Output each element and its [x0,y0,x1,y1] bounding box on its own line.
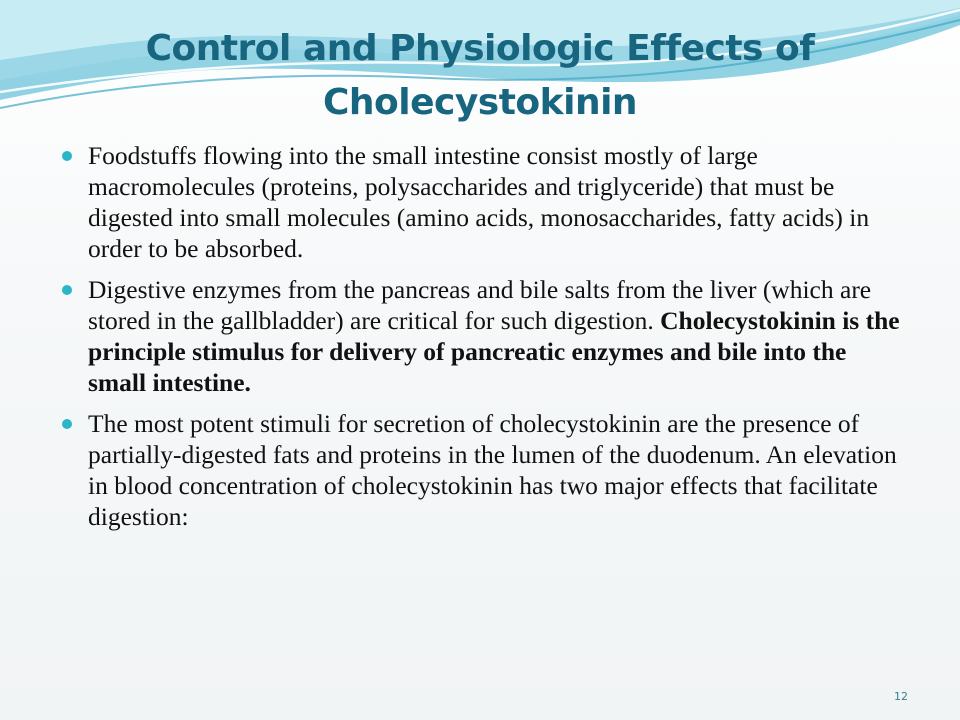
bullet-plain-text: Foodstuffs flowing into the small intestine consist mostly of large macromolecules (proteins, polysaccharides and triglyceride) that must be digested into small molecules (amino acids, monosaccharides, fatty acids) in order to be absorbed. [88,141,870,263]
bullet-dot-icon [62,419,72,429]
bullet-text [88,409,897,531]
bullet-item [60,408,910,532]
bullet-dot-icon [62,151,72,161]
page-number: 12 [894,690,908,703]
bullet-bold-text: Cholecystokinin is the principle stimulus for delivery of pancreatic enzymes and bile into the small intestine. [88,306,900,397]
bullet-item [60,274,910,398]
slide-title: Control and Physiologic Effects of Cholecystokinin [145,28,815,123]
bullet-text [88,141,869,263]
bullet-text [88,275,900,397]
bullet-list [60,140,910,542]
bullet-plain-text: Digestive enzymes from the pancreas and bile salts from the liver (which are stored in the gallbladder) are critical for such digestion. [88,275,872,335]
bullet-item [60,140,910,264]
bullet-dot-icon [62,285,72,295]
bullet-plain-text: The most potent stimuli for secretion of cholecystokinin are the presence of partially-digested fats and proteins in the lumen of the duodenum. An elevation in blood concentration of cholecystokinin has two major effects that facilitate digestion: [88,409,897,531]
